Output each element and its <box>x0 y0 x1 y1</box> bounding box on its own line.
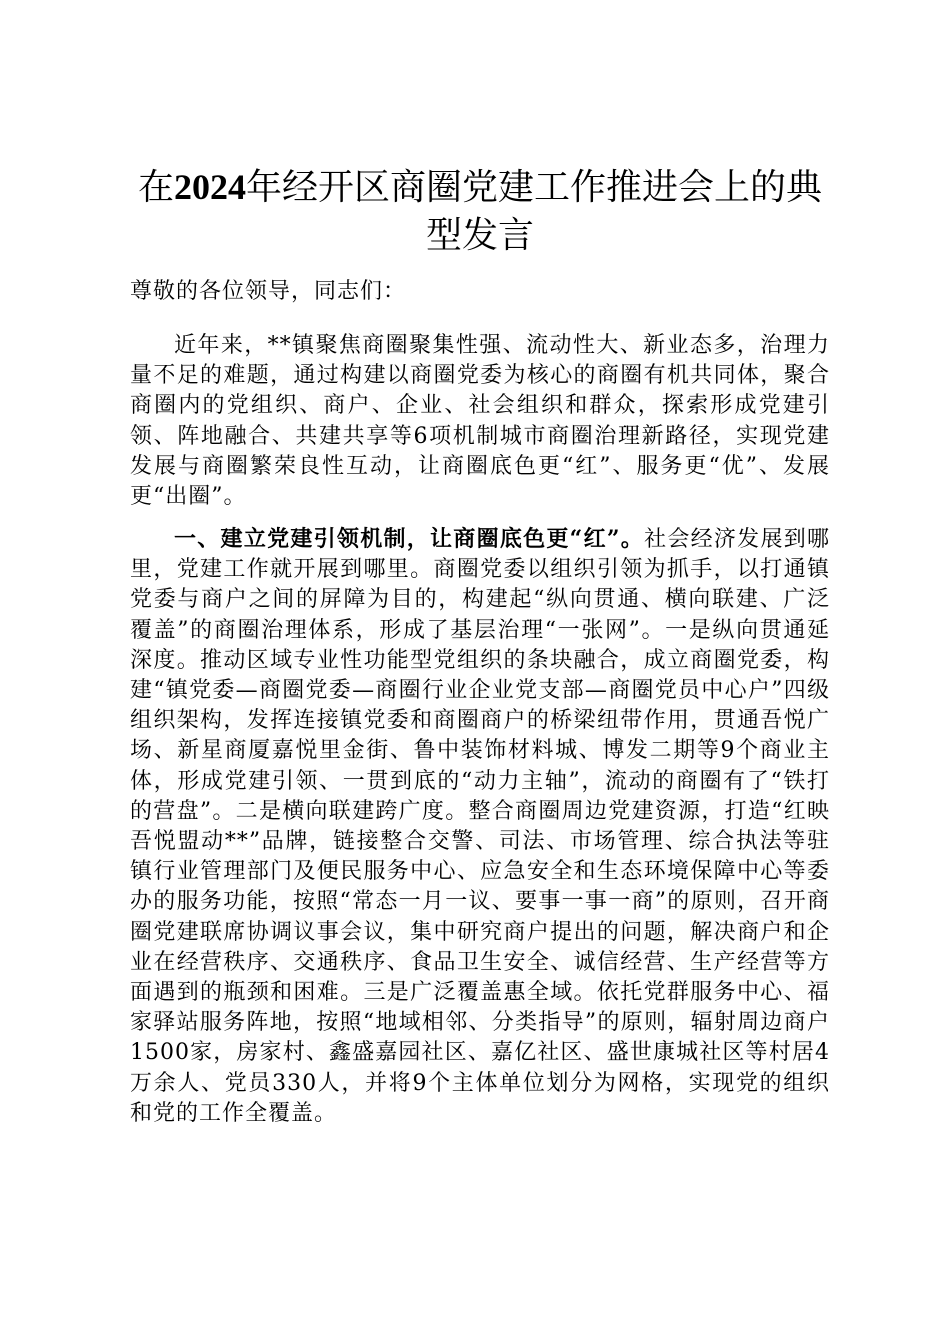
section-1-body: 社会经济发展到哪里，党建工作就开展到哪里。商圈党委以组织引领为抓手，以打通镇党委与商户之间的屏障为目的，构建起“纵向贯通、横向联建、广泛覆盖”的商圈治理体系，形成了基层治理“一张网”。一是纵向贯通延深度。推动区域专业性功能型党组织的条块融合，成立商圈党委，构建“镇党委—商圈党委—商圈行业企业党支部—商圈党员中心户”四级组织架构，发挥连接镇党委和商圈商户的桥梁纽带作用，贯通吾悦广场、新星商厦嘉悦里金街、鲁中装饰材料城、博发二期等9个商业主体，形成党建引领、一贯到底的“动力主轴”，流动的商圈有了“铁打的营盘”。二是横向联建跨广度。整合商圈周边党建资源，打造“红映吾悦盟动**”品牌，链接整合交警、司法、市场管理、综合执法等驻镇行业管理部门及便民服务中心、应急安全和生态环境保障中心等委办的服务功能，按照“常态一月一议、要事一事一商”的原则，召开商圈党建联席协调议事会议，集中研究商户提出的问题，解决商户和企业在经营秩序、交通秩序、食品卫生安全、诚信经营、生产经营等方面遇到的瓶颈和困难。三是广泛覆盖惠全域。依托党群服务中心、福家驿站服务阵地，按照“地域相邻、分类指导”的原则，辐射周边商户1500家，房家村、鑫盛嘉园社区、嘉亿社区、盛世康城社区等村居4万余人、党员330人，并将9个主体单位划分为网格，实现党的组织和党的工作全覆盖。 <box>130 527 830 1126</box>
section-1-paragraph <box>130 524 830 1129</box>
section-1-heading: 一、建立党建引领机制，让商圈底色更“红”。 <box>174 526 645 552</box>
title-suffix: 年经开区商圈党建工作推进会上的典型发言 <box>246 167 823 256</box>
title-prefix: 在 <box>137 167 174 208</box>
salutation: 尊敬的各位领导，同志们： <box>130 279 407 304</box>
intro-paragraph: 近年来，**镇聚焦商圈聚集性强、流动性大、新业态多，治理力量不足的难题，通过构建以商圈党委为核心的商圈有机共同体，聚合商圈内的党组织、商户、企业、社会组织和群众，探索形成党建引领、阵地融合、共建共享等6项机制城市商圈治理新路径，实现党建发展与商圈繁荣良性互动，让商圈底色更“红”、服务更“优”、发展更“出圈”。 <box>130 333 830 510</box>
document-title <box>130 163 830 260</box>
title-year: 2024 <box>174 167 246 207</box>
